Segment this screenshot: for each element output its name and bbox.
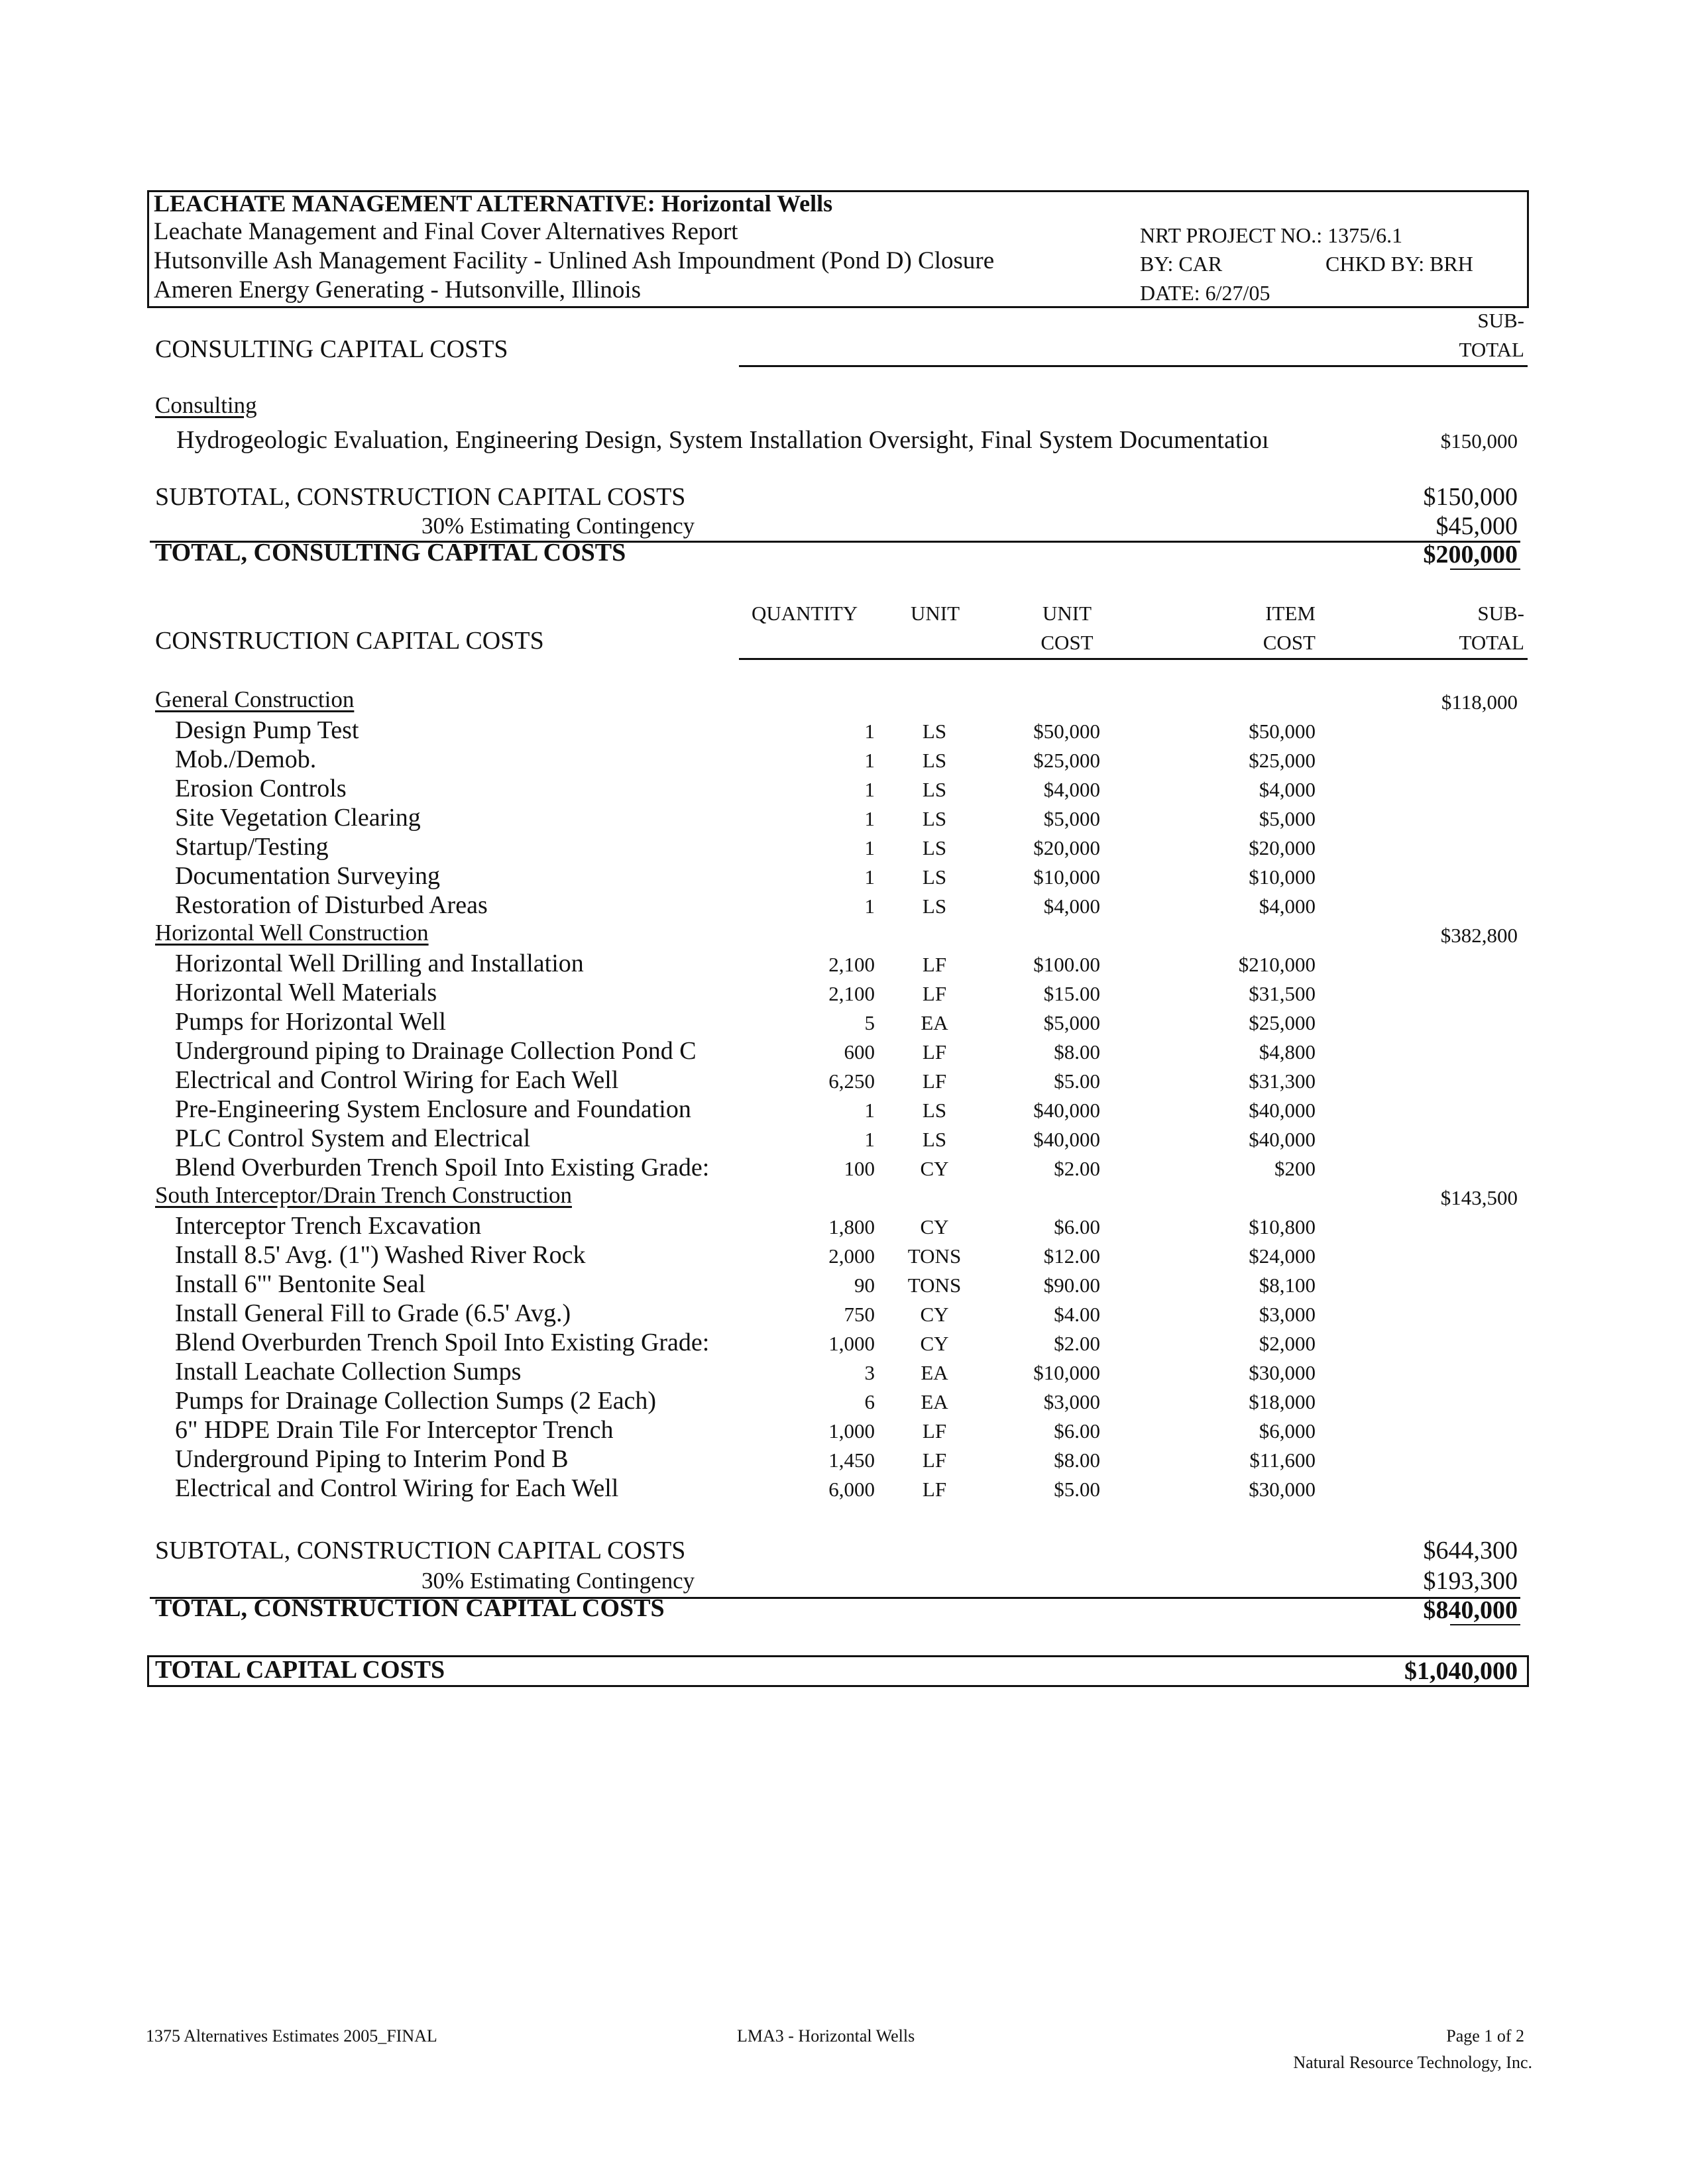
header-date: DATE: 6/27/05 (1140, 281, 1270, 305)
row-quantity: 5 (864, 1011, 875, 1034)
header-report-name: Leachate Management and Final Cover Alternatives Report (154, 218, 738, 245)
row-description: Install General Fill to Grade (6.5' Avg.) (175, 1299, 571, 1327)
row-unit-cost: $10,000 (1033, 1361, 1100, 1384)
row-quantity: 1 (864, 749, 875, 772)
consulting-total-underline (1450, 569, 1520, 570)
row-description: Site Vegetation Clearing (175, 804, 421, 832)
row-description: Horizontal Well Materials (175, 979, 437, 1007)
row-quantity: 600 (844, 1040, 875, 1064)
row-quantity: 6,250 (828, 1069, 875, 1093)
row-item-cost: $25,000 (1249, 1011, 1316, 1034)
row-item-cost: $6,000 (1259, 1419, 1316, 1443)
row-unit: EA (921, 1011, 948, 1034)
group-subtotal: $118,000 (1441, 690, 1518, 714)
row-quantity: 1 (864, 836, 875, 859)
row-description: Design Pump Test (175, 716, 359, 744)
row-quantity: 1,000 (828, 1332, 875, 1355)
group-name: Horizontal Well Construction (155, 920, 429, 946)
row-item-cost: $40,000 (1249, 1128, 1316, 1151)
construction-subtotal-value: $644,300 (1423, 1537, 1518, 1564)
row-item-cost: $5,000 (1259, 807, 1316, 830)
row-item-cost: $4,800 (1259, 1040, 1316, 1064)
row-unit-cost: $40,000 (1033, 1099, 1100, 1122)
col-unit-cost-header-2: COST (1040, 631, 1094, 654)
row-quantity: 90 (854, 1274, 875, 1297)
row-item-cost: $50,000 (1249, 720, 1316, 743)
consulting-subtotal-label: SUBTOTAL, CONSTRUCTION CAPITAL COSTS (155, 483, 686, 511)
construction-contingency-value: $193,300 (1423, 1567, 1518, 1595)
row-item-cost: $24,000 (1249, 1244, 1316, 1268)
footer-sheet-name: LMA3 - Horizontal Wells (737, 2026, 915, 2046)
col-item-cost-header-2: COST (1263, 631, 1316, 654)
row-unit-cost: $12.00 (1043, 1244, 1100, 1268)
row-unit-cost: $2.00 (1054, 1157, 1100, 1180)
group-name: General Construction (155, 686, 355, 712)
row-item-cost: $18,000 (1249, 1390, 1316, 1413)
row-unit: LF (922, 982, 947, 1005)
row-item-cost: $11,600 (1249, 1448, 1316, 1472)
row-quantity: 1 (864, 778, 875, 801)
row-quantity: 1,000 (828, 1419, 875, 1443)
row-quantity: 3 (864, 1361, 875, 1384)
row-unit-cost: $6.00 (1054, 1215, 1100, 1238)
row-quantity: 750 (844, 1303, 875, 1326)
row-description: Pumps for Horizontal Well (175, 1008, 446, 1036)
row-item-cost: $4,000 (1259, 895, 1316, 918)
row-item-cost: $31,300 (1249, 1069, 1316, 1093)
row-item-cost: $200 (1274, 1157, 1316, 1180)
row-unit: LF (922, 1040, 947, 1064)
construction-total-value: $840,000 (1423, 1596, 1518, 1624)
row-unit: LS (922, 778, 947, 801)
row-item-cost: $20,000 (1249, 836, 1316, 859)
row-description: Blend Overburden Trench Spoil Into Existing Grade: (175, 1154, 710, 1181)
row-unit: TONS (907, 1274, 962, 1297)
row-item-cost: $30,000 (1249, 1361, 1316, 1384)
grand-total-value: $1,040,000 (1404, 1657, 1518, 1685)
footer-page-number: Page 1 of 2 (1446, 2026, 1524, 2046)
row-quantity: 1 (864, 865, 875, 889)
row-quantity: 1,800 (828, 1215, 875, 1238)
row-description: Blend Overburden Trench Spoil Into Existing Grade: (175, 1329, 710, 1356)
row-description: Interceptor Trench Excavation (175, 1212, 482, 1240)
consulting-item-description: Hydrogeologic Evaluation, Engineering Design, System Installation Oversight, Final System Documentatioı (176, 426, 1269, 454)
row-unit: LS (922, 1099, 947, 1122)
group-subtotal: $382,800 (1440, 924, 1518, 947)
row-description: Erosion Controls (175, 775, 347, 802)
row-description: Electrical and Control Wiring for Each Well (175, 1066, 619, 1094)
col-unit-header: UNIT (911, 602, 960, 625)
row-unit-cost: $20,000 (1033, 836, 1100, 859)
row-description: Install 8.5' Avg. (1") Washed River Rock (175, 1241, 586, 1269)
consulting-contingency-label: 30% Estimating Contingency (422, 513, 695, 539)
row-unit-cost: $90.00 (1043, 1274, 1100, 1297)
consulting-group-name: Consulting (155, 392, 257, 418)
row-description: Install 6"' Bentonite Seal (175, 1270, 426, 1298)
row-description: Pre-Engineering System Enclosure and Foundation (175, 1095, 691, 1123)
construction-total-label: TOTAL, CONSTRUCTION CAPITAL COSTS (155, 1594, 665, 1622)
row-unit: CY (920, 1215, 949, 1238)
row-unit-cost: $2.00 (1054, 1332, 1100, 1355)
row-item-cost: $4,000 (1259, 778, 1316, 801)
row-item-cost: $3,000 (1259, 1303, 1316, 1326)
construction-contingency-label: 30% Estimating Contingency (422, 1568, 695, 1594)
consulting-subtotal-value: $150,000 (1423, 483, 1518, 511)
row-unit: LS (922, 865, 947, 889)
footer-company: Natural Resource Technology, Inc. (1293, 2053, 1532, 2072)
row-unit: CY (920, 1332, 949, 1355)
row-unit: LF (922, 1448, 947, 1472)
row-unit-cost: $25,000 (1033, 749, 1100, 772)
row-unit-cost: $4,000 (1043, 895, 1100, 918)
header-title: LEACHATE MANAGEMENT ALTERNATIVE: Horizontal Wells (154, 190, 833, 217)
consulting-total-label: TOTAL (1459, 338, 1524, 361)
row-description: Pumps for Drainage Collection Sumps (2 Each) (175, 1387, 657, 1415)
row-unit: LF (922, 1478, 947, 1501)
row-item-cost: $210,000 (1238, 953, 1316, 976)
row-item-cost: $40,000 (1249, 1099, 1316, 1122)
row-quantity: 1 (864, 720, 875, 743)
consulting-section-title: CONSULTING CAPITAL COSTS (155, 335, 508, 363)
row-item-cost: $10,000 (1249, 865, 1316, 889)
row-unit: EA (921, 1361, 948, 1384)
row-unit: LS (922, 749, 947, 772)
group-subtotal: $143,500 (1440, 1186, 1518, 1209)
row-item-cost: $8,100 (1259, 1274, 1316, 1297)
grand-total-label: TOTAL CAPITAL COSTS (155, 1656, 445, 1684)
row-unit: LS (922, 720, 947, 743)
consulting-contingency-value: $45,000 (1435, 512, 1518, 540)
row-unit: LF (922, 1069, 947, 1093)
row-unit-cost: $3,000 (1043, 1390, 1100, 1413)
col-subtotal-header-2: TOTAL (1459, 631, 1524, 654)
row-item-cost: $10,800 (1249, 1215, 1316, 1238)
consulting-total-label-line: TOTAL, CONSULTING CAPITAL COSTS (155, 539, 626, 567)
consulting-header-rule (739, 365, 1528, 367)
row-unit: CY (920, 1157, 949, 1180)
row-description: Electrical and Control Wiring for Each Well (175, 1474, 619, 1502)
row-quantity: 2,100 (828, 982, 875, 1005)
row-description: Startup/Testing (175, 833, 329, 861)
row-unit: LS (922, 836, 947, 859)
row-unit-cost: $8.00 (1054, 1040, 1100, 1064)
row-description: Install Leachate Collection Sumps (175, 1358, 522, 1386)
construction-total-underline (1450, 1624, 1520, 1625)
header-by: BY: CAR (1140, 252, 1223, 276)
row-unit-cost: $50,000 (1033, 720, 1100, 743)
construction-subtotal-label: SUBTOTAL, CONSTRUCTION CAPITAL COSTS (155, 1537, 686, 1564)
consulting-item-value: $150,000 (1440, 429, 1518, 453)
row-quantity: 1,450 (828, 1448, 875, 1472)
row-unit: EA (921, 1390, 948, 1413)
row-quantity: 2,000 (828, 1244, 875, 1268)
group-name: South Interceptor/Drain Trench Construction (155, 1182, 572, 1208)
consulting-sub-label: SUB- (1477, 309, 1524, 332)
row-item-cost: $2,000 (1259, 1332, 1316, 1355)
row-description: Restoration of Disturbed Areas (175, 891, 488, 919)
consulting-total-value: $200,000 (1423, 541, 1518, 569)
row-quantity: 1 (864, 895, 875, 918)
footer-filename: 1375 Alternatives Estimates 2005_FINAL (146, 2026, 437, 2046)
row-unit-cost: $5,000 (1043, 807, 1100, 830)
row-unit-cost: $4,000 (1043, 778, 1100, 801)
row-unit-cost: $100.00 (1033, 953, 1100, 976)
construction-header-rule (739, 658, 1528, 660)
header-client: Ameren Energy Generating - Hutsonville, Illinois (154, 276, 642, 303)
row-unit: TONS (907, 1244, 962, 1268)
header-chkd-by: CHKD BY: BRH (1325, 252, 1473, 276)
row-item-cost: $25,000 (1249, 749, 1316, 772)
row-unit: LF (922, 953, 947, 976)
row-unit-cost: $4.00 (1054, 1303, 1100, 1326)
row-quantity: 1 (864, 807, 875, 830)
row-quantity: 2,100 (828, 953, 875, 976)
row-unit-cost: $6.00 (1054, 1419, 1100, 1443)
row-unit: LS (922, 807, 947, 830)
row-quantity: 1 (864, 1099, 875, 1122)
row-unit: LS (922, 1128, 947, 1151)
row-unit-cost: $10,000 (1033, 865, 1100, 889)
row-quantity: 6 (864, 1390, 875, 1413)
row-description: Horizontal Well Drilling and Installation (175, 950, 584, 977)
row-unit-cost: $5.00 (1054, 1069, 1100, 1093)
row-unit: LF (922, 1419, 947, 1443)
row-unit-cost: $8.00 (1054, 1448, 1100, 1472)
col-item-cost-header-1: ITEM (1265, 602, 1316, 625)
col-unit-cost-header-1: UNIT (1042, 602, 1092, 625)
row-item-cost: $31,500 (1249, 982, 1316, 1005)
row-description: Underground Piping to Interim Pond B (175, 1445, 569, 1473)
construction-section-title: CONSTRUCTION CAPITAL COSTS (155, 627, 544, 655)
row-quantity: 1 (864, 1128, 875, 1151)
row-unit-cost: $5,000 (1043, 1011, 1100, 1034)
row-unit-cost: $40,000 (1033, 1128, 1100, 1151)
col-subtotal-header-1: SUB- (1477, 602, 1524, 625)
row-description: Documentation Surveying (175, 862, 440, 890)
header-facility: Hutsonville Ash Management Facility - Unlined Ash Impoundment (Pond D) Closure (154, 247, 995, 274)
row-unit-cost: $5.00 (1054, 1478, 1100, 1501)
row-description: Mob./Demob. (175, 745, 317, 773)
row-item-cost: $30,000 (1249, 1478, 1316, 1501)
row-unit: LS (922, 895, 947, 918)
row-quantity: 6,000 (828, 1478, 875, 1501)
col-quantity-header: QUANTITY (752, 602, 858, 625)
row-description: 6" HDPE Drain Tile For Interceptor Trench (175, 1416, 614, 1444)
row-description: PLC Control System and Electrical (175, 1124, 531, 1152)
row-quantity: 100 (844, 1157, 875, 1180)
row-unit: CY (920, 1303, 949, 1326)
header-project-no: NRT PROJECT NO.: 1375/6.1 (1140, 223, 1403, 247)
row-description: Underground piping to Drainage Collection Pond C (175, 1037, 697, 1065)
row-unit-cost: $15.00 (1043, 982, 1100, 1005)
